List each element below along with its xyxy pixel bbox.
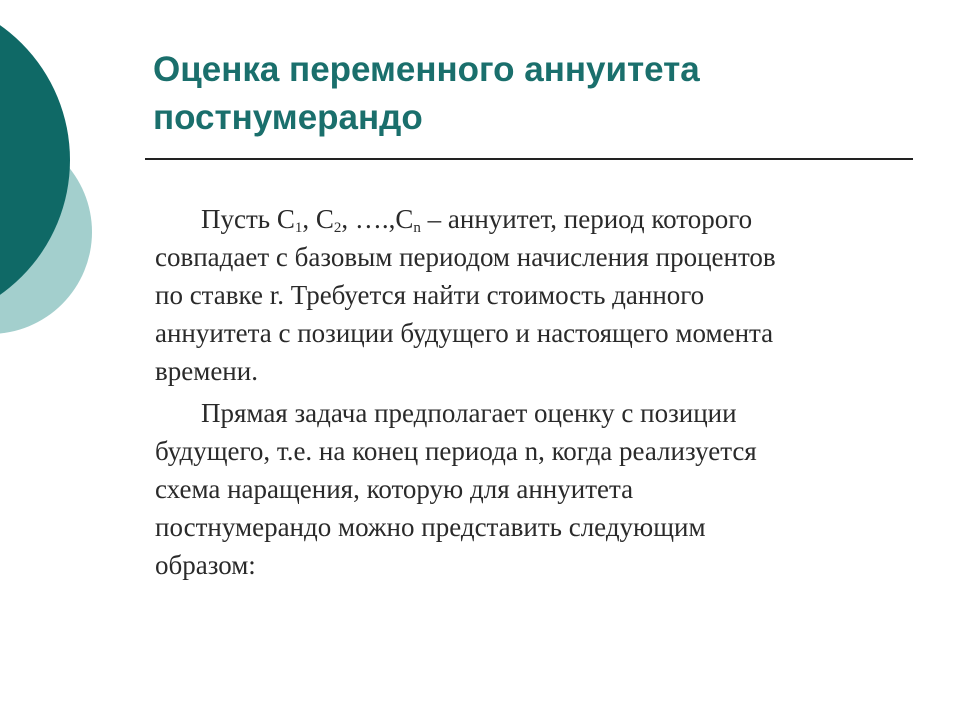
paragraph-1-line-4: аннуитета с позиции будущего и настоящего момента — [155, 318, 774, 348]
slide-title — [153, 46, 913, 142]
paragraph-2-line-2: будущего, т.е. на конец периода n, когда реализуется — [155, 436, 757, 466]
paragraph-2 — [155, 394, 915, 584]
paragraph-1 — [155, 200, 915, 390]
title-line-2: постнумерандо — [153, 98, 423, 137]
title-divider — [145, 158, 913, 160]
subscript-n: n — [413, 220, 421, 236]
paragraph-1-line-5: времени. — [155, 356, 258, 386]
decorative-circles — [0, 0, 120, 400]
title-line-1: Оценка переменного аннуитета — [153, 50, 700, 89]
text-fragment: Пусть C — [201, 204, 295, 234]
text-fragment: , C — [302, 204, 334, 234]
text-fragment: – аннуитет, период которого — [420, 204, 753, 234]
paragraph-2-line-3: схема наращения, которую для аннуитета — [155, 474, 634, 504]
subscript-2: 2 — [333, 220, 342, 236]
paragraph-2-line-1: Прямая задача предполагает оценку с позиции — [201, 398, 737, 428]
paragraph-1-line-3: по ставке r. Требуется найти стоимость данного — [155, 280, 705, 310]
text-fragment: , ….,C — [341, 204, 414, 234]
paragraph-1-line-2: совпадает с базовым периодом начисления процентов — [155, 242, 776, 272]
paragraph-1-line-1 — [155, 200, 915, 238]
paragraph-2-line-5: образом: — [155, 550, 256, 580]
subscript-1: 1 — [294, 220, 303, 236]
slide-body — [155, 200, 915, 584]
paragraph-2-line-4: постнумерандо можно представить следующим — [155, 512, 706, 542]
